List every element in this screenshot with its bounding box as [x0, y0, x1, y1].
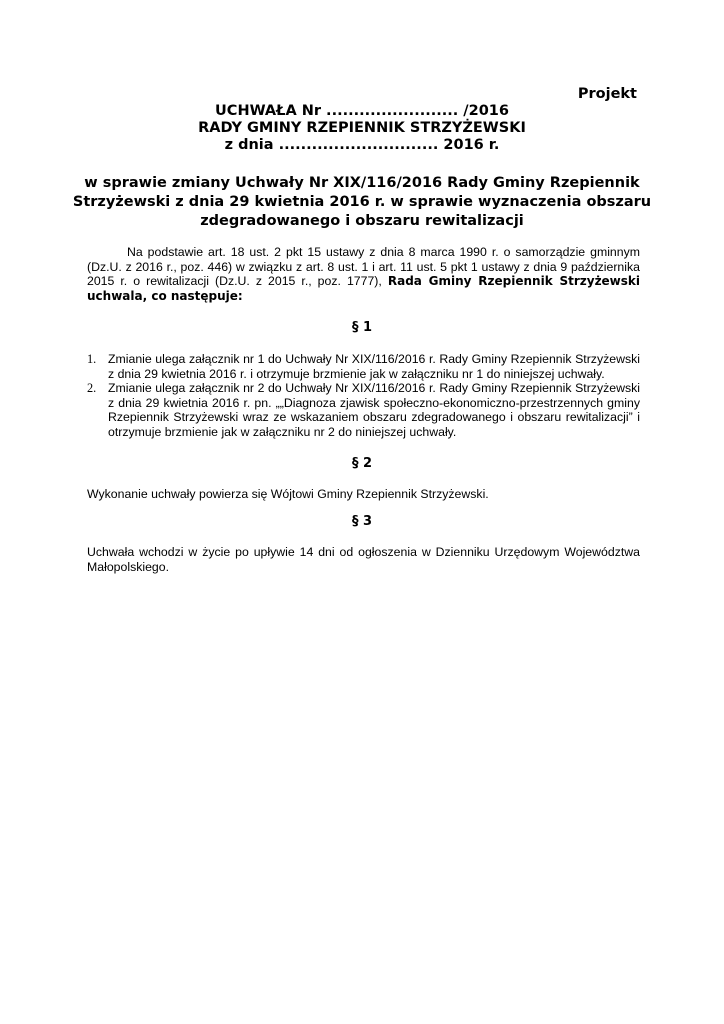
subject-line-2: Strzyżewski z dnia 29 kwietnia 2016 r. w sprawie wyznaczenia obszaru [72, 194, 652, 210]
section-2-mark: § 2 [351, 456, 373, 471]
preamble [87, 245, 640, 303]
section-2-text: Wykonanie uchwały powierza się Wójtowi Gminy Rzepiennik Strzyżewski. [87, 487, 489, 501]
title-line-council: RADY GMINY RZEPIENNIK STRZYŻEWSKI [198, 120, 526, 136]
resolution-title [0, 103, 724, 154]
resolution-subject [70, 174, 654, 231]
list-item-text: Zmianie ulega załącznik nr 1 do Uchwały Nr XIX/116/2016 r. Rady Gminy Rzepiennik Strzyżewski z dnia 29 kwietnia 2016 r. i otrzymuje brzmienie jak w załączniku nr 1 do niniejszej uchwały. [108, 352, 640, 381]
subject-line-1: w sprawie zmiany Uchwały Nr XIX/116/2016 Rady Gminy Rzepiennik [84, 175, 640, 191]
project-label: Projekt [577, 86, 637, 102]
list-item-text: Zmianie ulega załącznik nr 2 do Uchwały Nr XIX/116/2016 r. Rady Gminy Rzepiennik Strzyżewski z dnia 29 kwietnia 2016 r. pn. „„Diagnoza zjawisk społeczno-ekonomiczno-przestrzennych gminy Rzepiennik Strzyżewski wraz ze wskazaniem obszaru zdegradowanego i obszaru rewitalizacji” i otrzymuje brzmienie jak w załączniku nr 2 do niniejszej uchwały. [108, 381, 640, 439]
preamble-text: Na podstawie art. 18 ust. 2 pkt 15 ustawy z dnia 8 marca 1990 r. o samorządzie gminnym (Dz.U. z 2016 r., poz. 446) w związku z art. 8 ust. 1 i art. 11 ust. 5 pkt 1 ustawy z dnia 9 października 2015 r. o rewitalizacji (Dz.U. z 2015 r., poz. 1777), [87, 245, 640, 288]
preamble-bold: Rada Gminy Rzepiennik Strzyżewski uchwala, co następuje: [87, 274, 641, 303]
section-3-text: Uchwała wchodzi w życie po upływie 14 dni od ogłoszenia w Dzienniku Urzędowym Województwa Małopolskiego. [87, 545, 640, 574]
subject-line-3: zdegradowanego i obszaru rewitalizacji [200, 213, 524, 229]
section-1-mark: § 1 [351, 320, 373, 335]
title-line-date: z dnia ............................. 2016 r. [224, 137, 500, 153]
list-item [87, 352, 640, 381]
list-item [87, 381, 640, 439]
section-1-list [87, 352, 640, 439]
section-3-mark: § 3 [351, 514, 373, 529]
list-item-number: 1. [87, 352, 97, 366]
title-line-number: UCHWAŁA Nr ........................ /2016 [215, 103, 509, 119]
list-item-number: 2. [87, 381, 97, 395]
